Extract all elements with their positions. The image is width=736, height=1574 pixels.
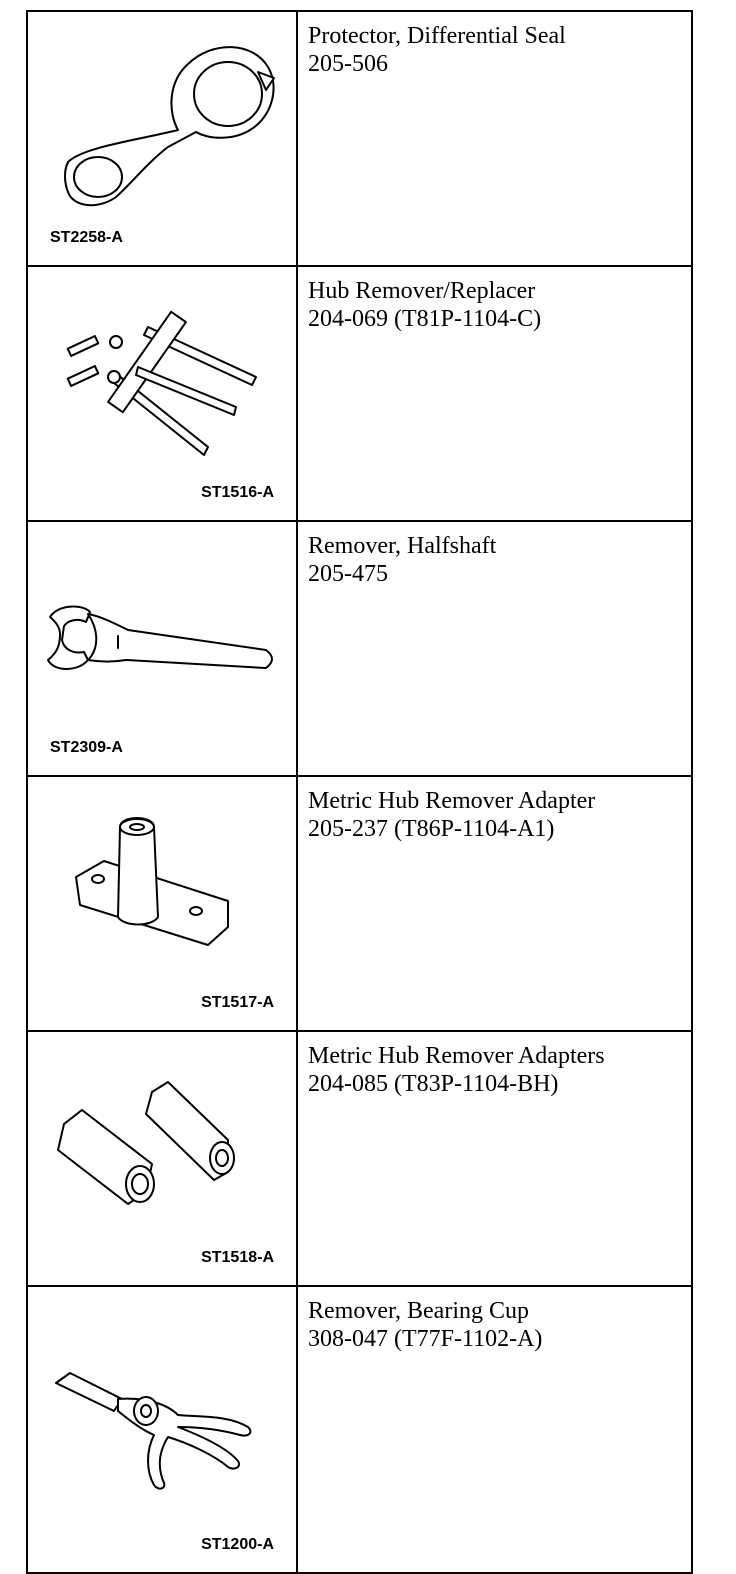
tool-number: 204-085 (T83P-1104-BH) <box>308 1071 559 1097</box>
tool-name: Metric Hub Remover Adapters <box>308 1043 605 1069</box>
tool-description-cell <box>297 521 692 776</box>
figure-code: ST1200-A <box>201 1536 274 1553</box>
tool-illustration-cell <box>27 521 297 776</box>
figure-code: ST1517-A <box>201 994 274 1011</box>
tool-illustration-cell <box>27 266 297 521</box>
figure-code: ST2258-A <box>50 229 123 246</box>
tool-name: Metric Hub Remover Adapter <box>308 788 596 814</box>
tool-description-cell <box>297 11 692 266</box>
tool-number: 205-506 <box>308 51 388 77</box>
tool-name: Protector, Differential Seal <box>308 23 566 49</box>
figure-code: ST2309-A <box>50 739 123 756</box>
tool-name: Remover, Bearing Cup <box>308 1298 529 1324</box>
tool-illustration-cell <box>27 776 297 1031</box>
tool-description-cell <box>297 1286 692 1573</box>
tool-name: Remover, Halfshaft <box>308 533 497 559</box>
table-row <box>27 266 692 521</box>
table-row <box>27 11 692 266</box>
tool-number: 308-047 (T77F-1102-A) <box>308 1326 543 1352</box>
figure-code: ST1518-A <box>201 1249 274 1266</box>
special-tools-table <box>26 10 693 1574</box>
table-row <box>27 1286 692 1573</box>
table-row <box>27 1031 692 1286</box>
tool-name: Hub Remover/Replacer <box>308 278 536 304</box>
bearing-cup-remover-icon <box>28 1287 296 1574</box>
tool-illustration-cell <box>27 11 297 266</box>
tool-illustration-cell <box>27 1286 297 1573</box>
tool-description-cell <box>297 776 692 1031</box>
tool-number: 205-237 (T86P-1104-A1) <box>308 816 555 842</box>
table-row <box>27 776 692 1031</box>
tool-number: 205-475 <box>308 561 388 587</box>
tool-number: 204-069 (T81P-1104-C) <box>308 306 542 332</box>
table-row <box>27 521 692 776</box>
tool-description-cell <box>297 1031 692 1286</box>
figure-code: ST1516-A <box>201 484 274 501</box>
tool-description-cell <box>297 266 692 521</box>
tool-illustration-cell <box>27 1031 297 1286</box>
